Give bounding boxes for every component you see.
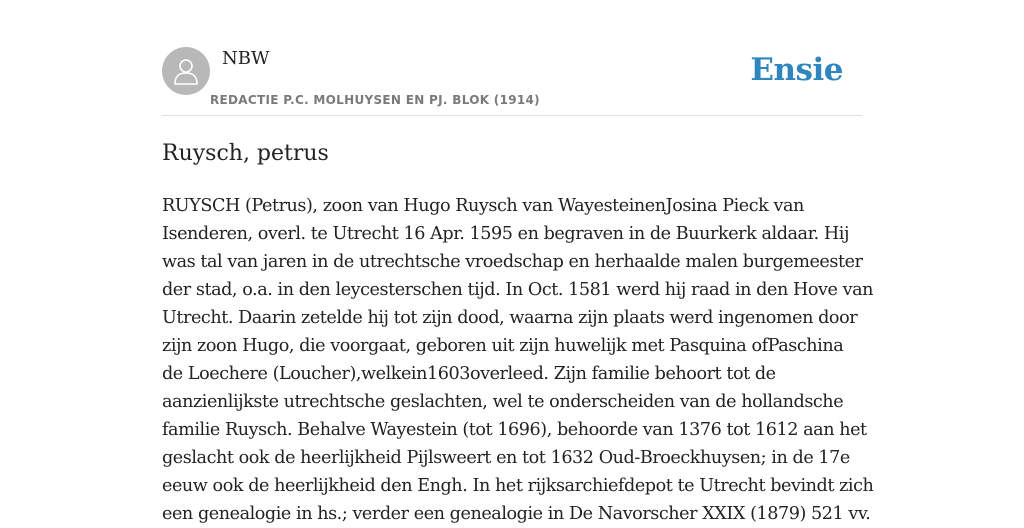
source-subtitle: REDACTIE P.C. MOLHUYSEN EN PJ. BLOK (1914)	[210, 93, 540, 107]
author-name[interactable]: NBW	[222, 48, 270, 69]
body-line: eeuw ook de heerlijkheid den Engh. In het rijksarchiefdepot te Utrecht bevindt zich	[162, 476, 874, 496]
body-line: der stad, o.a. in den leycesterschen tijd. In Oct. 1581 werd hij raad in den Hove van	[162, 280, 874, 300]
page-title: Ruysch, petrus	[162, 141, 329, 166]
body-line: aanzienlijkste utrechtsche geslachten, wel te onderscheiden van de hollandsche	[162, 392, 844, 412]
body-line: RUYSCH (Petrus), zoon van Hugo Ruysch van WayesteinenJosina Pieck van	[162, 196, 804, 216]
body-line: de Loechere (Loucher),welkein1603overleed. Zijn familie behoort tot de	[162, 364, 776, 384]
avatar[interactable]	[162, 47, 210, 95]
body-line: Isenderen, overl. te Utrecht 16 Apr. 1595 en begraven in de Buurkerk aldaar. Hij	[162, 224, 849, 244]
body-line: familie Ruysch. Behalve Wayestein (tot 1696), behoorde van 1376 tot 1612 aan het	[162, 420, 867, 440]
body-line: Utrecht. Daarin zetelde hij tot zijn dood, waarna zijn plaats werd ingenomen door	[162, 308, 858, 328]
article-header	[162, 46, 862, 116]
article-body	[162, 192, 874, 528]
body-line: zijn zoon Hugo, die voorgaat, geboren uit zijn huwelijk met Pasquina ofPaschina	[162, 336, 844, 356]
user-icon	[173, 57, 199, 85]
ensie-logo[interactable]: Ensie	[750, 52, 843, 88]
body-line: een genealogie in hs.; verder een genealogie in De Navorscher XXIX (1879) 521 vv.	[162, 504, 871, 524]
body-line: was tal van jaren in de utrechtsche vroedschap en herhaalde malen burgemeester	[162, 252, 863, 272]
body-line: geslacht ook de heerlijkheid Pijlsweert en tot 1632 Oud-Broeckhuysen; in de 17e	[162, 448, 850, 468]
